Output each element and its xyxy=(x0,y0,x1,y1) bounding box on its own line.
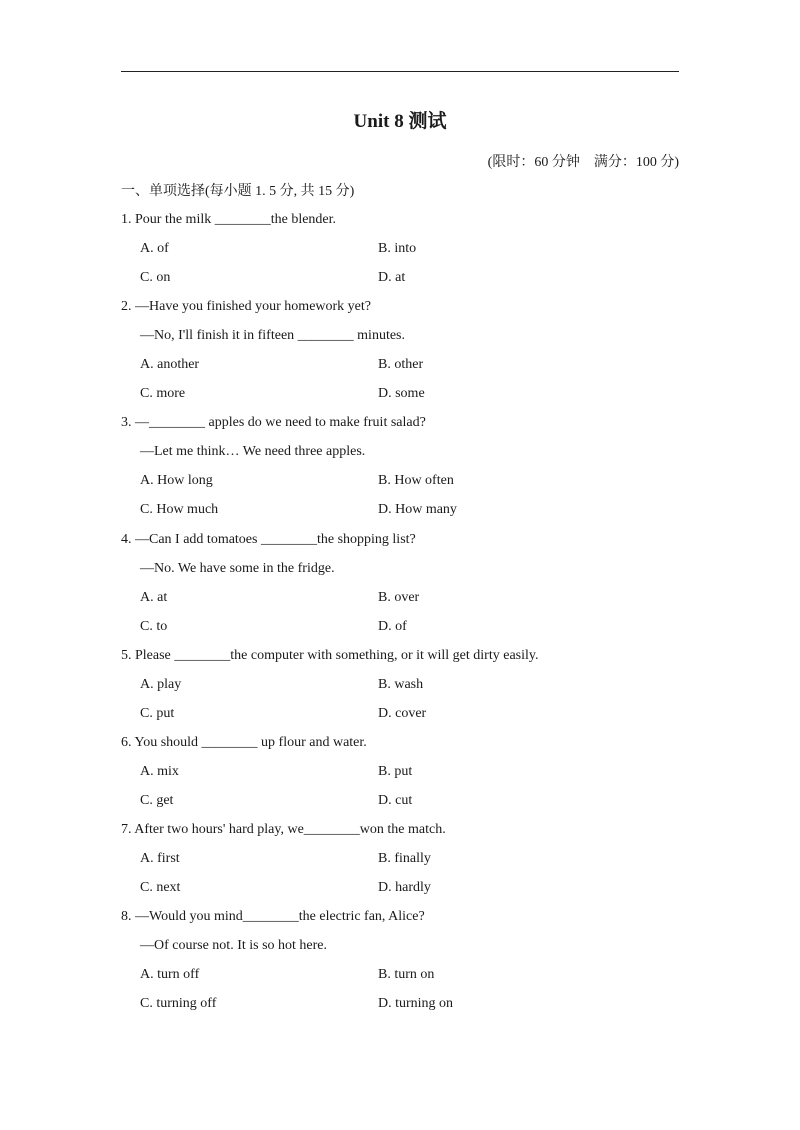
question-8-option-d: D. turning on xyxy=(378,996,454,1011)
question-5-option-c: C. put xyxy=(140,706,175,721)
question-7-option-a: A. first xyxy=(140,851,180,866)
question-4-option-b: B. over xyxy=(378,590,420,605)
question-4-option-a: A. at xyxy=(140,590,168,605)
question-1-option-d: D. at xyxy=(378,270,406,285)
question-3-option-c: C. How much xyxy=(140,502,219,517)
question-2-option-a: A. another xyxy=(140,357,200,372)
question-6-option-b: B. put xyxy=(378,764,413,779)
question-6-option-c: C. get xyxy=(140,793,174,808)
question-8-option-c: C. turning off xyxy=(140,996,217,1011)
section-title: 一、单项选择(每小题 1. 5 分, 共 15 分) xyxy=(121,184,355,199)
question-4-option-d: D. of xyxy=(378,619,407,634)
question-2-option-c: C. more xyxy=(140,386,186,401)
question-6-stem: 6. You should ________ up flour and water. xyxy=(121,735,367,750)
page-title: Unit 8 测试 xyxy=(353,111,447,132)
question-3-reply: —Let me think… We need three apples. xyxy=(140,444,366,459)
question-3-stem: 3. —________ apples do we need to make fruit salad? xyxy=(121,415,426,430)
question-2-stem: 2. —Have you finished your homework yet? xyxy=(121,299,371,314)
question-8-reply: —Of course not. It is so hot here. xyxy=(140,938,328,953)
question-5-option-d: D. cover xyxy=(378,706,427,721)
question-1-option-c: C. on xyxy=(140,270,171,285)
question-8-option-b: B. turn on xyxy=(378,967,435,982)
header-rule xyxy=(121,71,679,72)
question-7-stem: 7. After two hours' hard play, we________won the match. xyxy=(121,822,446,837)
question-5-option-a: A. play xyxy=(140,677,182,692)
question-4-stem: 4. —Can I add tomatoes ________the shopping list? xyxy=(121,532,416,547)
question-4-reply: —No. We have some in the fridge. xyxy=(140,561,335,576)
question-3-option-a: A. How long xyxy=(140,473,213,488)
question-1-option-b: B. into xyxy=(378,241,417,256)
question-3-option-b: B. How often xyxy=(378,473,454,488)
question-7-option-d: D. hardly xyxy=(378,880,431,895)
question-1-stem: 1. Pour the milk ________the blender. xyxy=(121,212,337,227)
question-7-option-c: C. next xyxy=(140,880,181,895)
time-score-info: (限时：60 分钟 满分：100 分) xyxy=(487,155,679,170)
question-6-option-d: D. cut xyxy=(378,793,413,808)
question-6-option-a: A. mix xyxy=(140,764,179,779)
question-5-option-b: B. wash xyxy=(378,677,424,692)
question-8-stem: 8. —Would you mind________the electric fan, Alice? xyxy=(121,909,425,924)
question-5-stem: 5. Please ________the computer with something, or it will get dirty easily. xyxy=(121,648,539,663)
question-8-option-a: A. turn off xyxy=(140,967,200,982)
question-4-option-c: C. to xyxy=(140,619,168,634)
question-2-option-d: D. some xyxy=(378,386,425,401)
question-2-option-b: B. other xyxy=(378,357,424,372)
question-1-option-a: A. of xyxy=(140,241,169,256)
question-3-option-d: D. How many xyxy=(378,502,457,517)
question-7-option-b: B. finally xyxy=(378,851,431,866)
question-2-reply: —No, I'll finish it in fifteen ________ minutes. xyxy=(140,328,405,343)
